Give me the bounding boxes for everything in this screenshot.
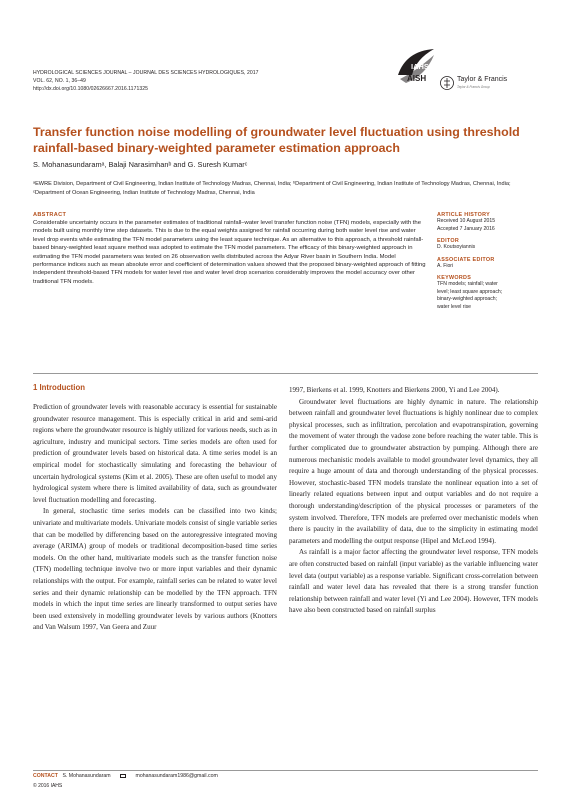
- abstract: [33, 212, 426, 285]
- abstract-heading: ABSTRACT: [33, 212, 67, 218]
- journal-volume: VOL. 62, NO. 1, 36–49: [33, 78, 86, 84]
- journal-doi-link[interactable]: http://dx.doi.org/10.1080/02626667.2016.1171325: [33, 86, 148, 92]
- article-history-heading: ARTICLE HISTORY: [437, 212, 491, 218]
- publisher-name: Taylor & Francis: [457, 76, 508, 83]
- publisher-subtitle: Taylor & Francis Group: [457, 85, 490, 89]
- author-affiliations: ᵃEWRE Division, Department of Civil Engineering, Indian Institute of Technology Madras, Chennai, India; ᵇDepartment of Civil Engineering, Indian Institute of Technology Madras, Chennai, India; ᶜDepartment of Ocean Engineering, Indian Institute of Technology Madras, Chennai, India: [33, 181, 511, 196]
- received-date: Received 10 August 2015: [437, 218, 496, 224]
- keywords-line: TFN models; rainfall; water: [437, 281, 498, 287]
- footer-divider: [33, 770, 538, 771]
- journal-header: [33, 69, 333, 93]
- keywords-line: binary-weighted approach;: [437, 296, 498, 302]
- accepted-date: Accepted 7 January 2016: [437, 225, 495, 232]
- article-authors: S. Mohanasundaramᵃ, Balaji Narasimhanᵇ and G. Suresh Kumarᶜ: [33, 160, 248, 169]
- iahs-aish-logo: [394, 45, 438, 89]
- paragraph: Groundwater level fluctuations are highly dynamic in nature. The relationship between rainfall and groundwater level fluctuations is highly nonlinear due to complex physical processes, such as infiltration, percolation and evapotranspiration, governing the movement of water through the vadose zone before reaching the water table. This is further complicated due to groundwater abstraction by pumping. Although there are numerous mechanistic models available to model groundwater level dynamics, they all require a huge amount of data and thorough understanding of the physical processes. However, stochastic-based TFN models translate the nonlinear equation into a set of linearly related equations between input and output variables and do not require a thorough understanding/description of the physical processes or parameters of the system involved. Therefore, TFN models are preferred over mechanistic models when there is paucity in the availability of data, due to the simplicity in estimating model parameters and modelling the output response (Hipel and McLeod 1994).: [289, 397, 538, 545]
- body-column-left: [33, 402, 277, 634]
- mail-icon: [120, 774, 126, 778]
- abstract-text: Considerable uncertainty occurs in the parameter estimates of traditional rainfall–water level transfer function noise (TFN) models, especially with the models built using monthly time step datasets. This is due to the equal weights assigned for rainfall occurring during both water level rise and water level drop events while estimating the TFN model parameters using the least square technique. As an alternative to this approach, a threshold rainfall-based binary-weighted least square method was adopted to estimate the TFN model parameters. The efficacy of this binary-weighted approach in estimating the TFN model parameters was tested on 26 observation wells distributed across the Adyar River basin in Southern India. Model performance indices such as mean absolute error and coefficient of determination values showed that the proposed binary-weighted approach of fitting independent threshold-based TFN models for water level rise and water level drop scenarios considerably improves the model accuracy over other traditional TFN models.: [33, 220, 426, 285]
- taylor-francis-emblem-icon: [440, 75, 454, 91]
- associate-editor-name: A. Fiori: [437, 262, 454, 269]
- editor-heading: EDITOR: [437, 238, 460, 244]
- paragraph: In general, stochastic time series models can be classified into two kinds; univariate and multivariate models. Univariate models consist of single variable series that can be modelled by differencing based on the autoregressive integrated moving average (ARIMA) group of models or traditional decomposition-based time series models. On the other hand, multivariate models such as the transfer function noise (TFN) modelling technique involve two or more input variables and their dynamic relationships with the output. For example, rainfall series can be related to water level series and their dynamic relationship can be modelled by the TFN approach. TFN models in which the input time series are linearly transformed to output series have been used extensively in modelling groundwater levels by various authors (Knotters and Van Walsum 1997, Van Geera and Zuur: [33, 507, 277, 632]
- section-heading: 1 Introduction: [33, 383, 85, 392]
- keywords-line: level; least square approach;: [437, 288, 503, 295]
- article-info-sidebar: [437, 212, 537, 311]
- copyright: © 2016 IAHS: [33, 783, 63, 789]
- contact-label: CONTACT: [33, 773, 58, 779]
- paragraph: 1997, Bierkens et al. 1999, Knotters and Bierkens 2000, Yi and Lee 2004).: [289, 386, 500, 394]
- journal-name: HYDROLOGICAL SCIENCES JOURNAL – JOURNAL DES SCIENCES HYDROLOGIQUES, 2017: [33, 70, 259, 76]
- section-divider: [33, 373, 538, 374]
- editor-name: D. Koutsoyiannis: [437, 244, 476, 250]
- contact-footer: [33, 773, 218, 779]
- keywords-heading: KEYWORDS: [437, 275, 472, 281]
- keywords-line: water level rise: [437, 303, 471, 310]
- paragraph: As rainfall is a major factor affecting the groundwater level response, TFN models are often constructed based on rainfall (input variable) as the variable influencing water level data (output variable) as a response variable. Significant cross-correlation between rainfall and water level data has revealed that there is a strong transfer function relationship between rainfall and water level (Yi and Lee 2004). However, TFN models have also been constructed based on rainfall surplus: [289, 548, 538, 615]
- associate-editor-heading: ASSOCIATE EDITOR: [437, 256, 495, 263]
- body-column-right: [289, 385, 538, 617]
- taylor-francis-logo: [440, 75, 535, 93]
- contact-name: S. Mohanasundaram: [62, 773, 111, 779]
- iahs-logo-bottom-text: AISH: [407, 74, 427, 83]
- article-title: Transfer function noise modelling of groundwater level fluctuation using threshold rainfall-based binary-weighted parameter estimation approach: [33, 125, 520, 155]
- contact-email-link[interactable]: mohanasundaram1986@gmail.com: [135, 773, 218, 779]
- paragraph: Prediction of groundwater levels with reasonable accuracy is essential for sustainable groundwater resource management. This is especially critical in arid and semi-arid regions where the groundwater resource is highly utilized for various needs, such as in agriculture, industry and municipal sectors. Time series models are often used for prediction of groundwater levels based on historical data. A time series model is an empirical model for stochastically simulating and forecasting the behaviour of uncertain hydrological systems (Kim et al. 2005). These are often useful to model any hydrological system where there is limited availability of data, such as groundwater level fluctuation modelling and forecasting.: [33, 403, 277, 504]
- iahs-logo-top-text: IAHS: [411, 62, 429, 71]
